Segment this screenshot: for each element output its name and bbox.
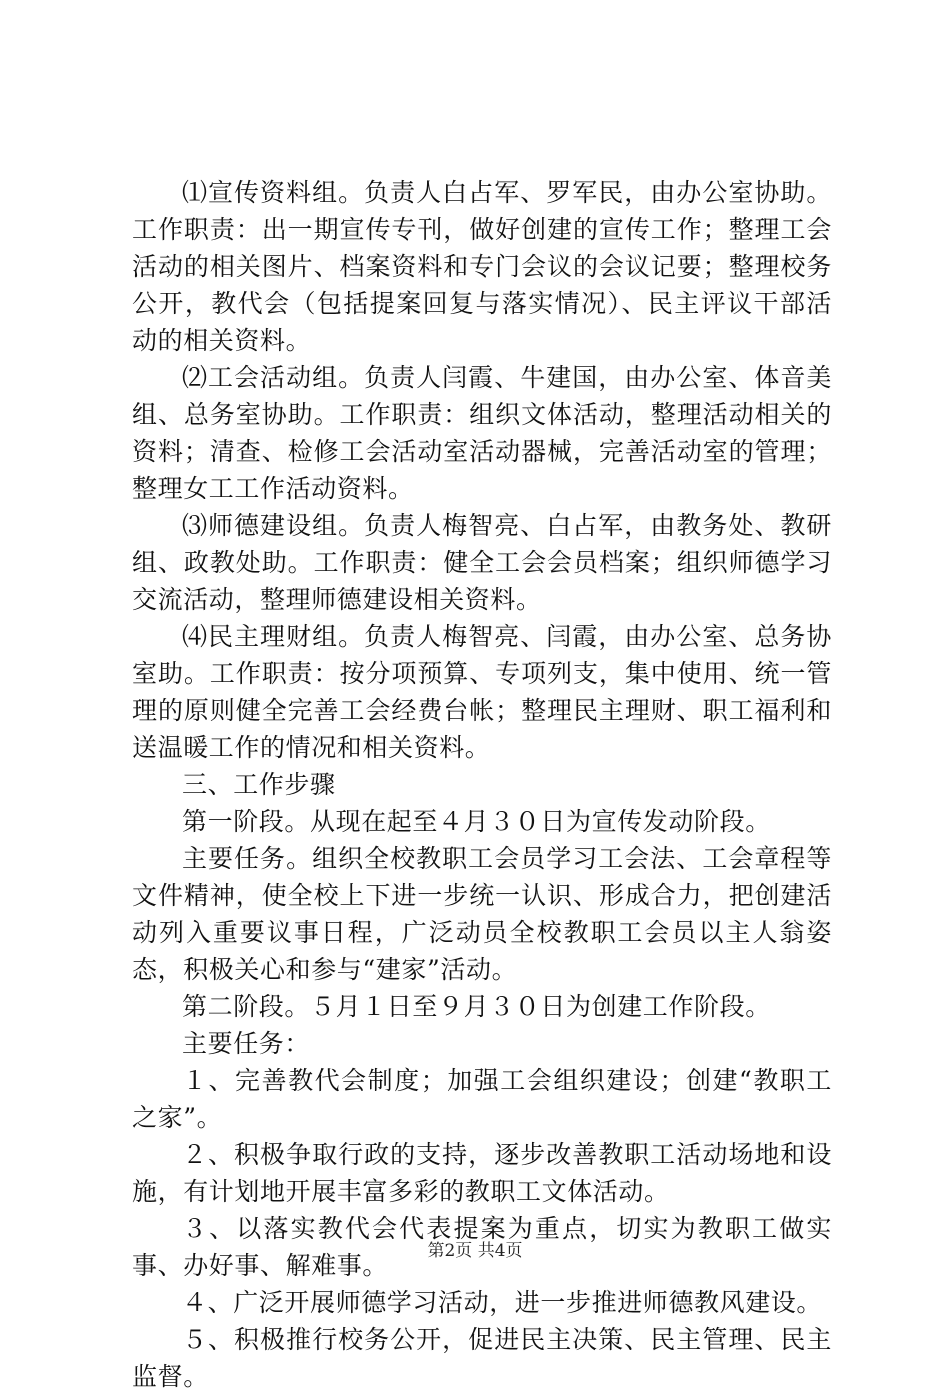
list-item-task-5: ５、积极推行校务公开，促进民主决策、民主管理、民主监督。 bbox=[132, 1325, 832, 1391]
section-heading-work-steps: 三、工作步骤 bbox=[182, 770, 336, 799]
list-item-task-1: １、完善教代会制度；加强工会组织建设；创建“教职工之家”。 bbox=[132, 1066, 832, 1132]
list-item-task-3: ３、以落实教代会代表提案为重点，切实为教职工做实事、办好事、解难事。 bbox=[132, 1214, 832, 1280]
document-body bbox=[132, 174, 832, 1395]
page-footer bbox=[0, 1240, 950, 1262]
list-item-task-2: ２、积极争取行政的支持，逐步改善教职工活动场地和设施，有计划地开展丰富多彩的教职工文体活动。 bbox=[132, 1140, 832, 1206]
paragraph-stage-two: 第二阶段。５月１日至９月３０日为创建工作阶段。 bbox=[182, 992, 771, 1021]
paragraph-ethics-group: ⑶师德建设组。负责人梅智亮、白占军，由教务处、教研组、政教处助。工作职责：健全工会会员档案；组织师德学习交流活动，整理师德建设相关资料。 bbox=[132, 511, 832, 614]
paragraph-stage-one-tasks: 主要任务。组织全校教职工会员学习工会法、工会章程等文件精神，使全校上下进一步统一认识、形成合力，把创建活动列入重要议事日程，广泛动员全校教职工会员以主人翁姿态，积极关心和参与“建家”活动。 bbox=[132, 844, 832, 984]
page-number: 第2页 共4页 bbox=[427, 1241, 523, 1261]
paragraph-union-activity-group: ⑵工会活动组。负责人闫霞、牛建国，由办公室、体音美组、总务室协助。工作职责：组织文体活动，整理活动相关的资料；清查、检修工会活动室活动器械，完善活动室的管理；整理女工工作活动资料。 bbox=[132, 363, 832, 503]
paragraph-main-tasks-label: 主要任务： bbox=[182, 1029, 311, 1058]
paragraph-publicity-group: ⑴宣传资料组。负责人白占军、罗军民，由办公室协助。工作职责：出一期宣传专刊，做好创建的宣传工作；整理工会活动的相关图片、档案资料和专门会议的会议记要；整理校务公开，教代会（包括提案回复与落实情况）、民主评议干部活动的相关资料。 bbox=[132, 178, 832, 355]
list-item-task-4: ４、广泛开展师德学习活动，进一步推进师德教风建设。 bbox=[182, 1288, 823, 1317]
paragraph-stage-one: 第一阶段。从现在起至４月３０日为宣传发动阶段。 bbox=[182, 807, 771, 836]
paragraph-finance-group: ⑷民主理财组。负责人梅智亮、闫霞，由办公室、总务协室助。工作职责：按分项预算、专项列支，集中使用、统一管理的原则健全完善工会经费台帐；整理民主理财、职工福利和送温暖工作的情况和相关资料。 bbox=[132, 622, 832, 762]
